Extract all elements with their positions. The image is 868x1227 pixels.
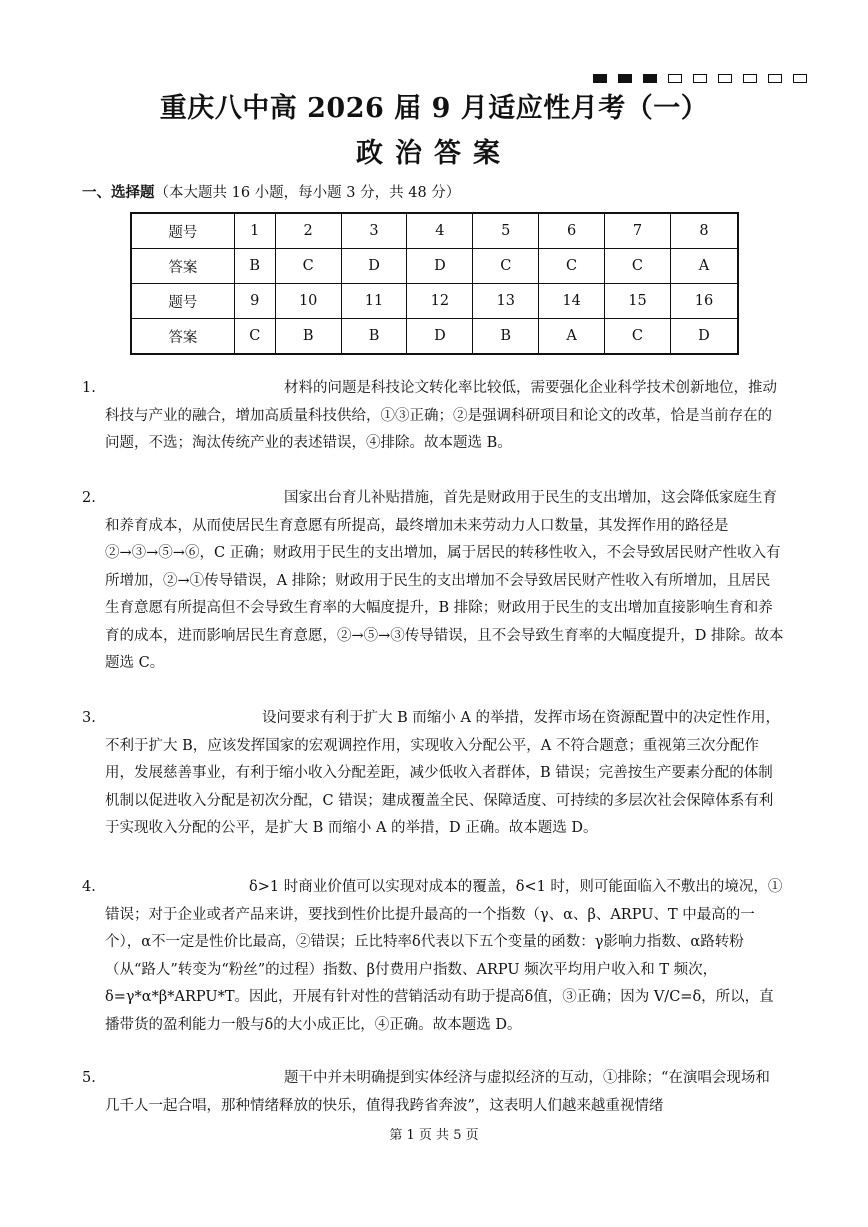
mark-empty: [693, 74, 707, 83]
table-cell: 14: [539, 284, 605, 319]
explanation-5: [82, 1065, 784, 1120]
table-cell: C: [605, 249, 671, 284]
question-number: 3.: [82, 710, 96, 726]
table-cell: 8: [670, 213, 738, 249]
table-cell: 3: [341, 213, 407, 249]
table-cell: A: [670, 249, 738, 284]
table-row: [131, 213, 738, 249]
mark-empty: [793, 74, 807, 83]
table-cell: C: [539, 249, 605, 284]
explanation-text: 题干中并未明确提到实体经济与虚拟经济的互动，①排除；“在演唱会现场和几千人一起合唱，那种情绪释放的快乐，值得我跨省奔波”，这表明人们越来越重视情绪: [105, 1070, 770, 1114]
question-number: 5.: [82, 1070, 96, 1086]
mark-empty: [718, 74, 732, 83]
table-cell: D: [407, 319, 473, 355]
explanation-text: 材料的问题是科技论文转化率比较低，需要强化企业科学技术创新地位，推动科技与产业的融合，增加高质量科技供给，①③正确；②是强调科研项目和论文的改革，恰是当前存在的问题，不选；淘汰传统产业的表述错误，④排除。故本题选 B。: [105, 380, 777, 451]
table-row: [131, 284, 738, 319]
table-cell: C: [605, 319, 671, 355]
table-cell: 7: [605, 213, 671, 249]
table-cell: 2: [275, 213, 341, 249]
table-cell: B: [341, 319, 407, 355]
answer-table: [130, 212, 739, 355]
table-cell: D: [341, 249, 407, 284]
mark-filled: [618, 74, 632, 83]
row-label: 答案: [131, 319, 234, 355]
row-label: 答案: [131, 249, 234, 284]
row-label: 题号: [131, 284, 234, 319]
mark-empty: [668, 74, 682, 83]
mark-empty: [768, 74, 782, 83]
table-cell: 10: [275, 284, 341, 319]
table-cell: 1: [234, 213, 275, 249]
table-cell: B: [234, 249, 275, 284]
question-number: 2.: [82, 490, 96, 506]
page-subtitle: 政治答案: [356, 138, 512, 169]
question-number: 1.: [82, 380, 96, 396]
table-cell: C: [234, 319, 275, 355]
explanation-4: [82, 874, 784, 1039]
table-cell: C: [275, 249, 341, 284]
table-cell: 4: [407, 213, 473, 249]
table-cell: 15: [605, 284, 671, 319]
page-footer: 第 1 页 共 5 页: [389, 1128, 479, 1143]
table-row: [131, 319, 738, 355]
mark-empty: [743, 74, 757, 83]
table-cell: 9: [234, 284, 275, 319]
explanation-text: 国家出台育儿补贴措施，首先是财政用于民生的支出增加，这会降低家庭生育和养育成本，从而使居民生育意愿有所提高，最终增加未来劳动力人口数量，其发挥作用的路径是②→③→⑤→⑥，C 正确；财政用于民生的支出增加，属于居民的转移性收入，不会导致居民财产性收入有所增加，②→①传导错误，A 排除；财政用于民生的支出增加不会导致居民财产性收入有所增加，且居民生育意愿有所提高但不会导致生育率的大幅度提升，B 排除；财政用于民生的支出增加直接影响生育和养育的成本，进而影响居民生育意愿，②→⑤→③传导错误，且不会导致生育率的大幅度提升，D 排除。故本题选 C。: [105, 490, 784, 671]
table-cell: A: [539, 319, 605, 355]
mark-filled: [593, 74, 607, 83]
row-label: 题号: [131, 213, 234, 249]
question-number: 4.: [82, 879, 96, 895]
table-cell: B: [473, 319, 539, 355]
table-cell: 5: [473, 213, 539, 249]
table-row: [131, 249, 738, 284]
mark-filled: [643, 74, 657, 83]
explanation-2: [82, 485, 784, 678]
explanation-text: δ>1 时商业价值可以实现对成本的覆盖，δ<1 时，则可能面临入不敷出的境况，①错误；对于企业或者产品来讲，要找到性价比提升最高的一个指数（γ、α、β、ARPU、T 中最高的一个），α不一定是性价比最高，②错误；丘比特率δ代表以下五个变量的函数：γ影响力指数、α路转粉（从“路人”转变为“粉丝”的过程）指数、β付费用户指数、ARPU 频次平均用户收入和 T 频次，δ=γ*α*β*ARPU*T。因此，开展有针对性的营销活动有助于提高δ值，③正确；因为 V/C=δ，所以，直播带货的盈利能力一般与δ的大小成正比，④正确。故本题选 D。: [105, 879, 783, 1033]
explanation-text: 设问要求有利于扩大 B 而缩小 A 的举措，发挥市场在资源配置中的决定性作用，不利于扩大 B，应该发挥国家的宏观调控作用，实现收入分配公平，A 不符合题意；重视第三次分配作用，发展慈善事业，有利于缩小收入分配差距，减少低收入者群体，B 错误；完善按生产要素分配的体制机制以促进收入分配是初次分配，C 错误；建成覆盖全民、保障适度、可持续的多层次社会保障体系有利于实现收入分配的公平，是扩大 B 而缩小 A 的举措，D 正确。故本题选 D。: [105, 710, 781, 836]
page-title: 重庆八中高 2026 届 9 月适应性月考（一）: [159, 93, 709, 124]
section-note: （本大题共 16 小题，每小题 3 分，共 48 分）: [154, 185, 461, 201]
progress-marks: [593, 74, 807, 83]
table-cell: D: [670, 319, 738, 355]
table-cell: B: [275, 319, 341, 355]
explanation-3: [82, 705, 784, 843]
table-cell: C: [473, 249, 539, 284]
table-cell: 16: [670, 284, 738, 319]
section-label: 一、选择题: [82, 184, 155, 201]
table-cell: D: [407, 249, 473, 284]
explanation-1: [82, 375, 784, 458]
table-cell: 12: [407, 284, 473, 319]
section-heading: [82, 181, 460, 202]
table-cell: 13: [473, 284, 539, 319]
table-cell: 6: [539, 213, 605, 249]
table-cell: 11: [341, 284, 407, 319]
